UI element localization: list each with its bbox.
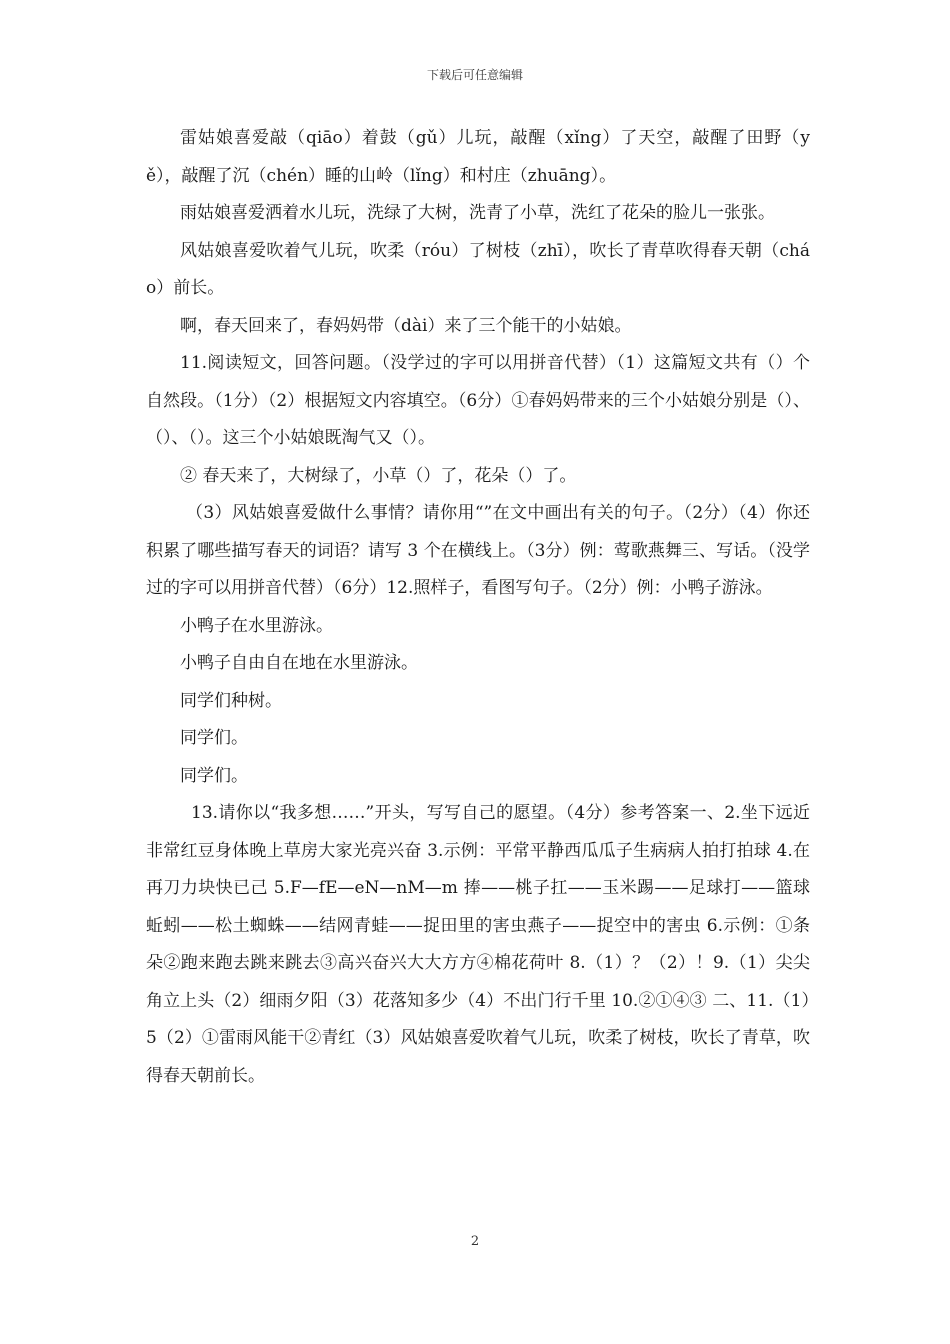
question-13-and-answers: 13.请你以“我多想……”开头，写写自己的愿望。（4分）参考答案一、2.坐下远近非常红豆身体晚上草房大家光亮兴奋 3.示例：平常平静西瓜瓜子生病病人拍打拍球 4.在再刀力块快已己 5.F—fE—eN—nM—m 捧——桃子扛——玉米踢——足球打——篮球蚯蚓——松土蜘蛛——结网青蛙——捉田里的害虫燕子——捉空中的害虫 6.示例：①条朵②跑来跑去跳来跳去③高兴奋兴大大方方④棉花荷叶 8.（1）？（2）！9.（1）尖尖角立上头（2）细雨夕阳（3）花落知多少（4）不出门行千里 10.②①④③ 二、11.（1）5（2）①雷雨风能干②青红（3）风姑娘喜爱吹着气儿玩，吹柔了树枝，吹长了青草，吹得春天朝前长。 bbox=[146, 803, 810, 1086]
question-11: 11.阅读短文，回答问题。（没学过的字可以用拼音代替）（1）这篇短文共有（）个自然段。（1分）（2）根据短文内容填空。（6分）①春妈妈带来的三个小姑娘分别是（）、（）、（）。这三个小姑娘既淘气又（）。 bbox=[146, 353, 810, 448]
paragraph-wind-girl: 风姑娘喜爱吹着气儿玩，吹柔（róu）了树枝（zhī），吹长了青草吹得春天朝（cháo）前长。 bbox=[146, 240, 810, 298]
page-number: 2 bbox=[470, 1234, 480, 1249]
example-sentence-1: 小鸭子在水里游泳。 bbox=[180, 615, 333, 636]
paragraph-thunder-girl: 雷姑娘喜爱敲（qiāo）着鼓（gǔ）儿玩，敲醒（xǐng）了天空，敲醒了田野（yě），敲醒了沉（chén）睡的山岭（lǐng）和村庄（zhuāng）。 bbox=[146, 128, 810, 186]
document-body bbox=[146, 120, 810, 1095]
question-11-part-2: ② 春天来了，大树绿了，小草（）了，花朵（）了。 bbox=[180, 465, 577, 486]
exercise-sentence-3: 同学们。 bbox=[180, 765, 248, 786]
page-header: 下载后可任意编辑 bbox=[426, 68, 523, 82]
exercise-sentence-1: 同学们种树。 bbox=[180, 690, 282, 711]
exercise-sentence-2: 同学们。 bbox=[180, 728, 248, 748]
question-11-part-3-4-and-12: （3）风姑娘喜爱做什么事情？请你用“”在文中画出有关的句子。（2分）（4）你还积累了哪些描写春天的词语？请写 3 个在横线上。（3分）例：莺歌燕舞三、写话。（没学过的字可以用拼音代替）（6分）12.照样子，看图写句子。（2分）例：小鸭子游泳。 bbox=[146, 503, 810, 598]
paragraph-rain-girl: 雨姑娘喜爱洒着水儿玩，洗绿了大树，洗青了小草，洗红了花朵的脸儿一张张。 bbox=[180, 203, 775, 223]
example-sentence-2: 小鸭子自由自在地在水里游泳。 bbox=[180, 653, 418, 673]
paragraph-spring-returns: 啊，春天回来了，春妈妈带（dài）来了三个能干的小姑娘。 bbox=[180, 315, 632, 336]
